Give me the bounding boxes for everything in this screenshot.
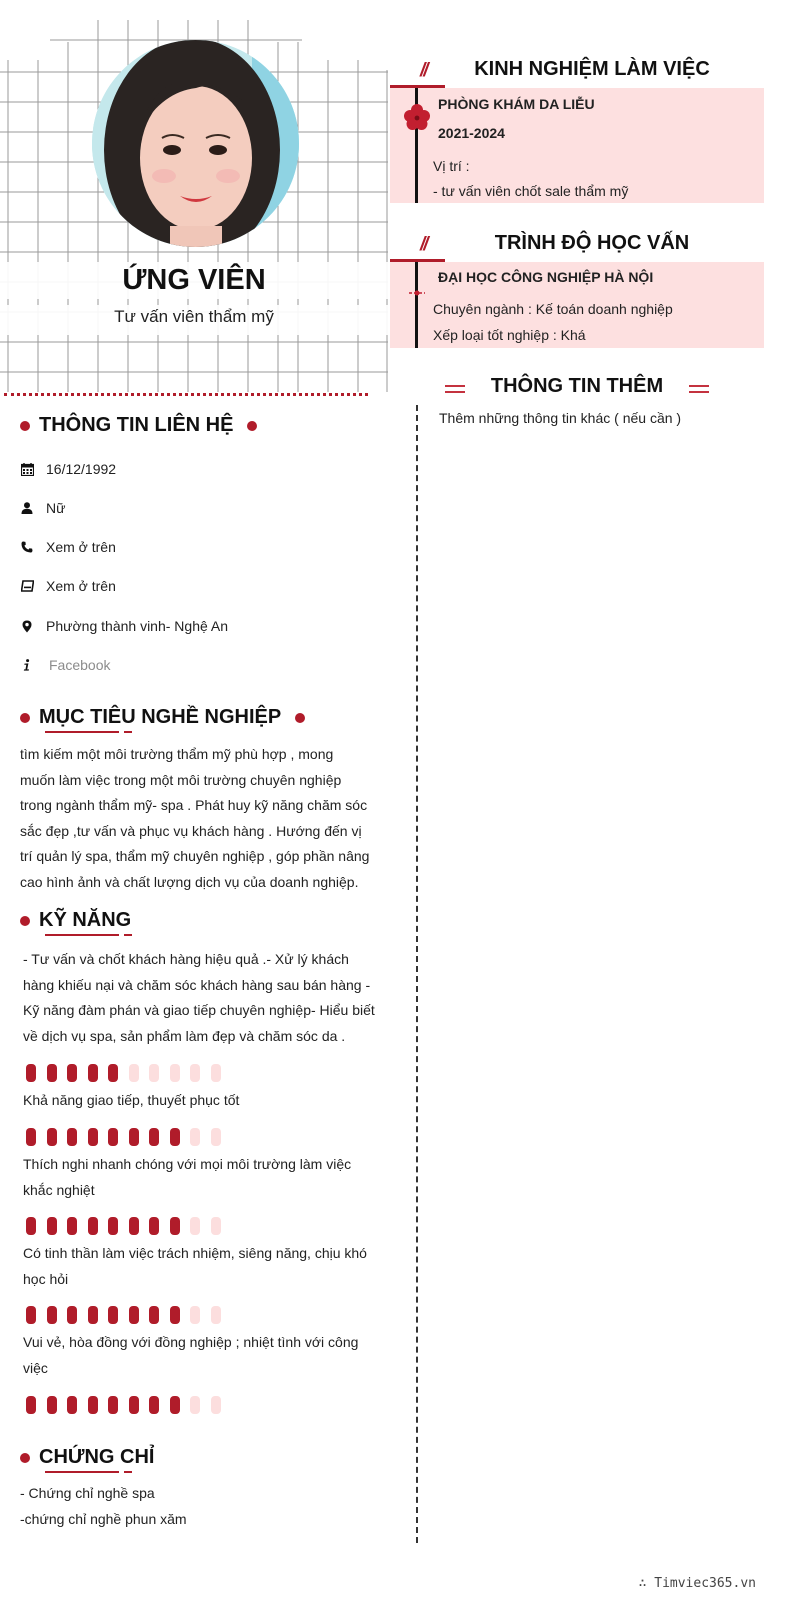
- skill-pill-empty: [190, 1064, 200, 1082]
- heading-underline: [45, 731, 119, 733]
- skill-label: [23, 1241, 367, 1292]
- experience-company: PHÒNG KHÁM DA LIỄU: [438, 96, 595, 112]
- timeline-node-icon: [409, 284, 425, 292]
- phone-icon: [20, 540, 34, 554]
- skill-pill-filled: [67, 1128, 77, 1146]
- contact-phone: [20, 539, 116, 555]
- bullet-dot-icon: [20, 916, 30, 926]
- education-school: ĐẠI HỌC CÔNG NGHIỆP HÀ NỘI: [438, 269, 654, 285]
- skill-pill-empty: [190, 1128, 200, 1146]
- slash-deco-icon: //: [420, 234, 427, 255]
- experience-heading: [390, 58, 764, 88]
- skills-summary-line: hàng khiếu nại và chăm sóc khách hàng sau bán hàng -: [23, 976, 371, 993]
- skill-pill-empty: [149, 1064, 159, 1082]
- skills-summary-line: - Tư vấn và chốt khách hàng hiệu quả .- Xử lý khách: [23, 951, 349, 967]
- candidate-name: ỨNG VIÊN: [0, 262, 388, 299]
- skill-label-line: Vui vẻ, hòa đồng với đồng nghiệp ; nhiệt tình với công: [23, 1334, 359, 1350]
- contact-email: [20, 578, 116, 594]
- objective-line: muốn làm việc trong một môi trường chuyên nghiệp: [20, 771, 342, 788]
- skill-pill-filled: [26, 1306, 36, 1324]
- user-icon: [20, 501, 34, 515]
- candidate-job-title: Tư vấn viên thẩm mỹ: [0, 305, 388, 335]
- education-heading: [390, 232, 764, 262]
- skill-pill-filled: [108, 1128, 118, 1146]
- skill-pill-filled: [47, 1306, 57, 1324]
- skill-pill-filled: [88, 1128, 98, 1146]
- bullet-dot-icon: [20, 713, 30, 723]
- heading-underline-dash: [124, 934, 132, 936]
- skills-heading: [20, 909, 131, 932]
- birthday-value: 16/12/1992: [46, 461, 117, 477]
- watermark: ∴ Timviec365.vn: [638, 1576, 756, 1591]
- experience-description: - tư vấn viên chốt sale thẩm mỹ: [433, 183, 629, 199]
- education-major: Chuyên ngành : Kế toán doanh nghiệp: [433, 301, 673, 317]
- skill-pill-filled: [170, 1128, 180, 1146]
- certificates-heading: [20, 1446, 154, 1469]
- bullet-dot-icon: [20, 421, 30, 431]
- skill-pill-filled: [108, 1064, 118, 1082]
- email-icon: [20, 579, 34, 593]
- skill-pill-filled: [170, 1396, 180, 1414]
- header-divider: [4, 393, 368, 396]
- experience-heading-text: KINH NGHIỆM LÀM VIỆC: [474, 58, 710, 80]
- experience-box: [390, 88, 764, 203]
- certificates-list: [20, 1481, 187, 1532]
- objective-line: trí quản lý spa, thẩm mỹ chuyên nghiệp , góp phần nâng: [20, 848, 370, 864]
- skill-label: [23, 1330, 358, 1381]
- facebook-link[interactable]: Facebook: [49, 657, 111, 673]
- skill-pill-empty: [211, 1064, 221, 1082]
- skill-label-line: Khả năng giao tiếp, thuyết phục tốt: [23, 1092, 240, 1108]
- skill-pill-empty: [211, 1217, 221, 1235]
- skill-pill-filled: [170, 1217, 180, 1235]
- skill-label-line: việc: [23, 1359, 48, 1376]
- objective-line: tìm kiếm một môi trường thẩm mỹ phù hợp , mong: [20, 746, 334, 762]
- skill-pill-empty: [190, 1396, 200, 1414]
- skill-pill-filled: [108, 1396, 118, 1414]
- avatar: [92, 40, 299, 247]
- slash-deco-icon: //: [420, 60, 427, 81]
- timeline-dashed-line: [416, 405, 418, 1543]
- skill-pill-empty: [211, 1128, 221, 1146]
- location-icon: [20, 619, 34, 633]
- contact-facebook[interactable]: [20, 657, 110, 673]
- certificate-item: - Chứng chỉ nghề spa: [20, 1485, 155, 1501]
- heading-underline: [45, 1471, 119, 1473]
- skill-pill-filled: [129, 1217, 139, 1235]
- experience-period: 2021-2024: [438, 125, 505, 141]
- skills-summary: [23, 947, 375, 1049]
- heading-underline-dash: [124, 1471, 132, 1473]
- certificates-heading-text: CHỨNG CHỈ: [39, 1446, 155, 1468]
- skill-pill-filled: [88, 1217, 98, 1235]
- heading-underline: [45, 934, 119, 936]
- skill-label-line: Thích nghi nhanh chóng với mọi môi trường làm việc: [23, 1156, 352, 1172]
- skill-pill-filled: [47, 1064, 57, 1082]
- flower-icon: [403, 103, 431, 138]
- extra-text: Thêm những thông tin khác ( nếu cần ): [439, 410, 682, 426]
- heading-underline-dash: [124, 731, 132, 733]
- bullet-dot-icon: [247, 421, 257, 431]
- skill-pill-filled: [88, 1396, 98, 1414]
- phone-value: Xem ở trên: [46, 539, 116, 555]
- skill-label: [23, 1152, 351, 1203]
- skill-label-line: Có tinh thần làm việc trách nhiệm, siêng năng, chịu khó: [23, 1245, 367, 1261]
- education-grade: Xếp loại tốt nghiệp : Khá: [433, 327, 586, 343]
- skill-pill-filled: [108, 1306, 118, 1324]
- objective-line: cao hình ảnh và chất lượng dịch vụ của doanh nghiệp.: [20, 873, 359, 890]
- skill-pill-empty: [170, 1064, 180, 1082]
- contact-birthday: [20, 461, 116, 477]
- skill-pill-empty: [129, 1064, 139, 1082]
- skill-label: [23, 1088, 239, 1114]
- skill-pill-empty: [190, 1306, 200, 1324]
- skill-pill-filled: [67, 1306, 77, 1324]
- skill-pill-filled: [149, 1128, 159, 1146]
- objective-line: sắc đẹp ,tư vấn và phục vụ khách hàng . Hướng đến vị: [20, 822, 362, 839]
- address-value: Phường thành vinh- Nghệ An: [46, 618, 229, 634]
- skill-pill-empty: [211, 1396, 221, 1414]
- objective-text: [20, 742, 369, 895]
- skill-pill-filled: [129, 1396, 139, 1414]
- objective-heading: [20, 706, 305, 729]
- skill-pill-filled: [149, 1306, 159, 1324]
- skill-pill-filled: [129, 1306, 139, 1324]
- skill-pill-filled: [26, 1396, 36, 1414]
- extra-heading: [442, 375, 712, 398]
- skill-label-line: khắc nghiệt: [23, 1181, 95, 1198]
- experience-position-label: Vị trí :: [433, 158, 470, 174]
- skill-pill-filled: [129, 1128, 139, 1146]
- contact-gender: [20, 500, 65, 516]
- skill-pill-filled: [47, 1396, 57, 1414]
- objective-line: trong ngành thẩm mỹ- spa . Phát huy kỹ năng chăm sóc: [20, 797, 368, 813]
- skill-pill-filled: [67, 1396, 77, 1414]
- education-box: [390, 262, 764, 348]
- skill-pill-filled: [26, 1217, 36, 1235]
- skills-summary-line: Kỹ năng đàm phán và giao tiếp chuyên nghiệp- Hiểu biết: [23, 1002, 375, 1018]
- objective-heading-text: MỤC TIÊU NGHỀ NGHIỆP: [39, 706, 282, 728]
- skill-pill-filled: [149, 1217, 159, 1235]
- contact-heading-text: THÔNG TIN LIÊN HỆ: [39, 414, 234, 436]
- contact-address: [20, 618, 228, 634]
- bullet-dot-icon: [20, 1453, 30, 1463]
- info-icon: [20, 658, 34, 672]
- skill-pill-filled: [88, 1306, 98, 1324]
- skill-pill-filled: [47, 1128, 57, 1146]
- skill-pill-filled: [170, 1306, 180, 1324]
- skills-heading-text: KỸ NĂNG: [39, 909, 132, 931]
- email-value: Xem ở trên: [46, 578, 116, 594]
- skill-pill-filled: [47, 1217, 57, 1235]
- skill-pill-filled: [67, 1217, 77, 1235]
- skills-summary-line: về dịch vụ spa, sản phẩm làm đẹp và chăm sóc da .: [23, 1027, 346, 1044]
- bullet-dot-icon: [295, 713, 305, 723]
- contact-heading: [20, 414, 257, 437]
- skill-pill-filled: [26, 1064, 36, 1082]
- calendar-icon: [20, 462, 34, 476]
- extra-heading-text: THÔNG TIN THÊM: [490, 375, 664, 397]
- equals-deco-icon: [689, 385, 709, 393]
- certificate-item: -chứng chỉ nghề phun xăm: [20, 1510, 187, 1527]
- gender-value: Nữ: [46, 500, 66, 516]
- skill-pill-empty: [190, 1217, 200, 1235]
- skill-pill-filled: [149, 1396, 159, 1414]
- skill-pill-filled: [88, 1064, 98, 1082]
- skill-pill-filled: [67, 1064, 77, 1082]
- timeline-bar: [415, 262, 418, 348]
- skill-pill-empty: [211, 1306, 221, 1324]
- skill-label-line: học hỏi: [23, 1270, 69, 1287]
- education-heading-text: TRÌNH ĐỘ HỌC VẤN: [494, 232, 690, 254]
- skill-pill-filled: [26, 1128, 36, 1146]
- skill-pill-filled: [108, 1217, 118, 1235]
